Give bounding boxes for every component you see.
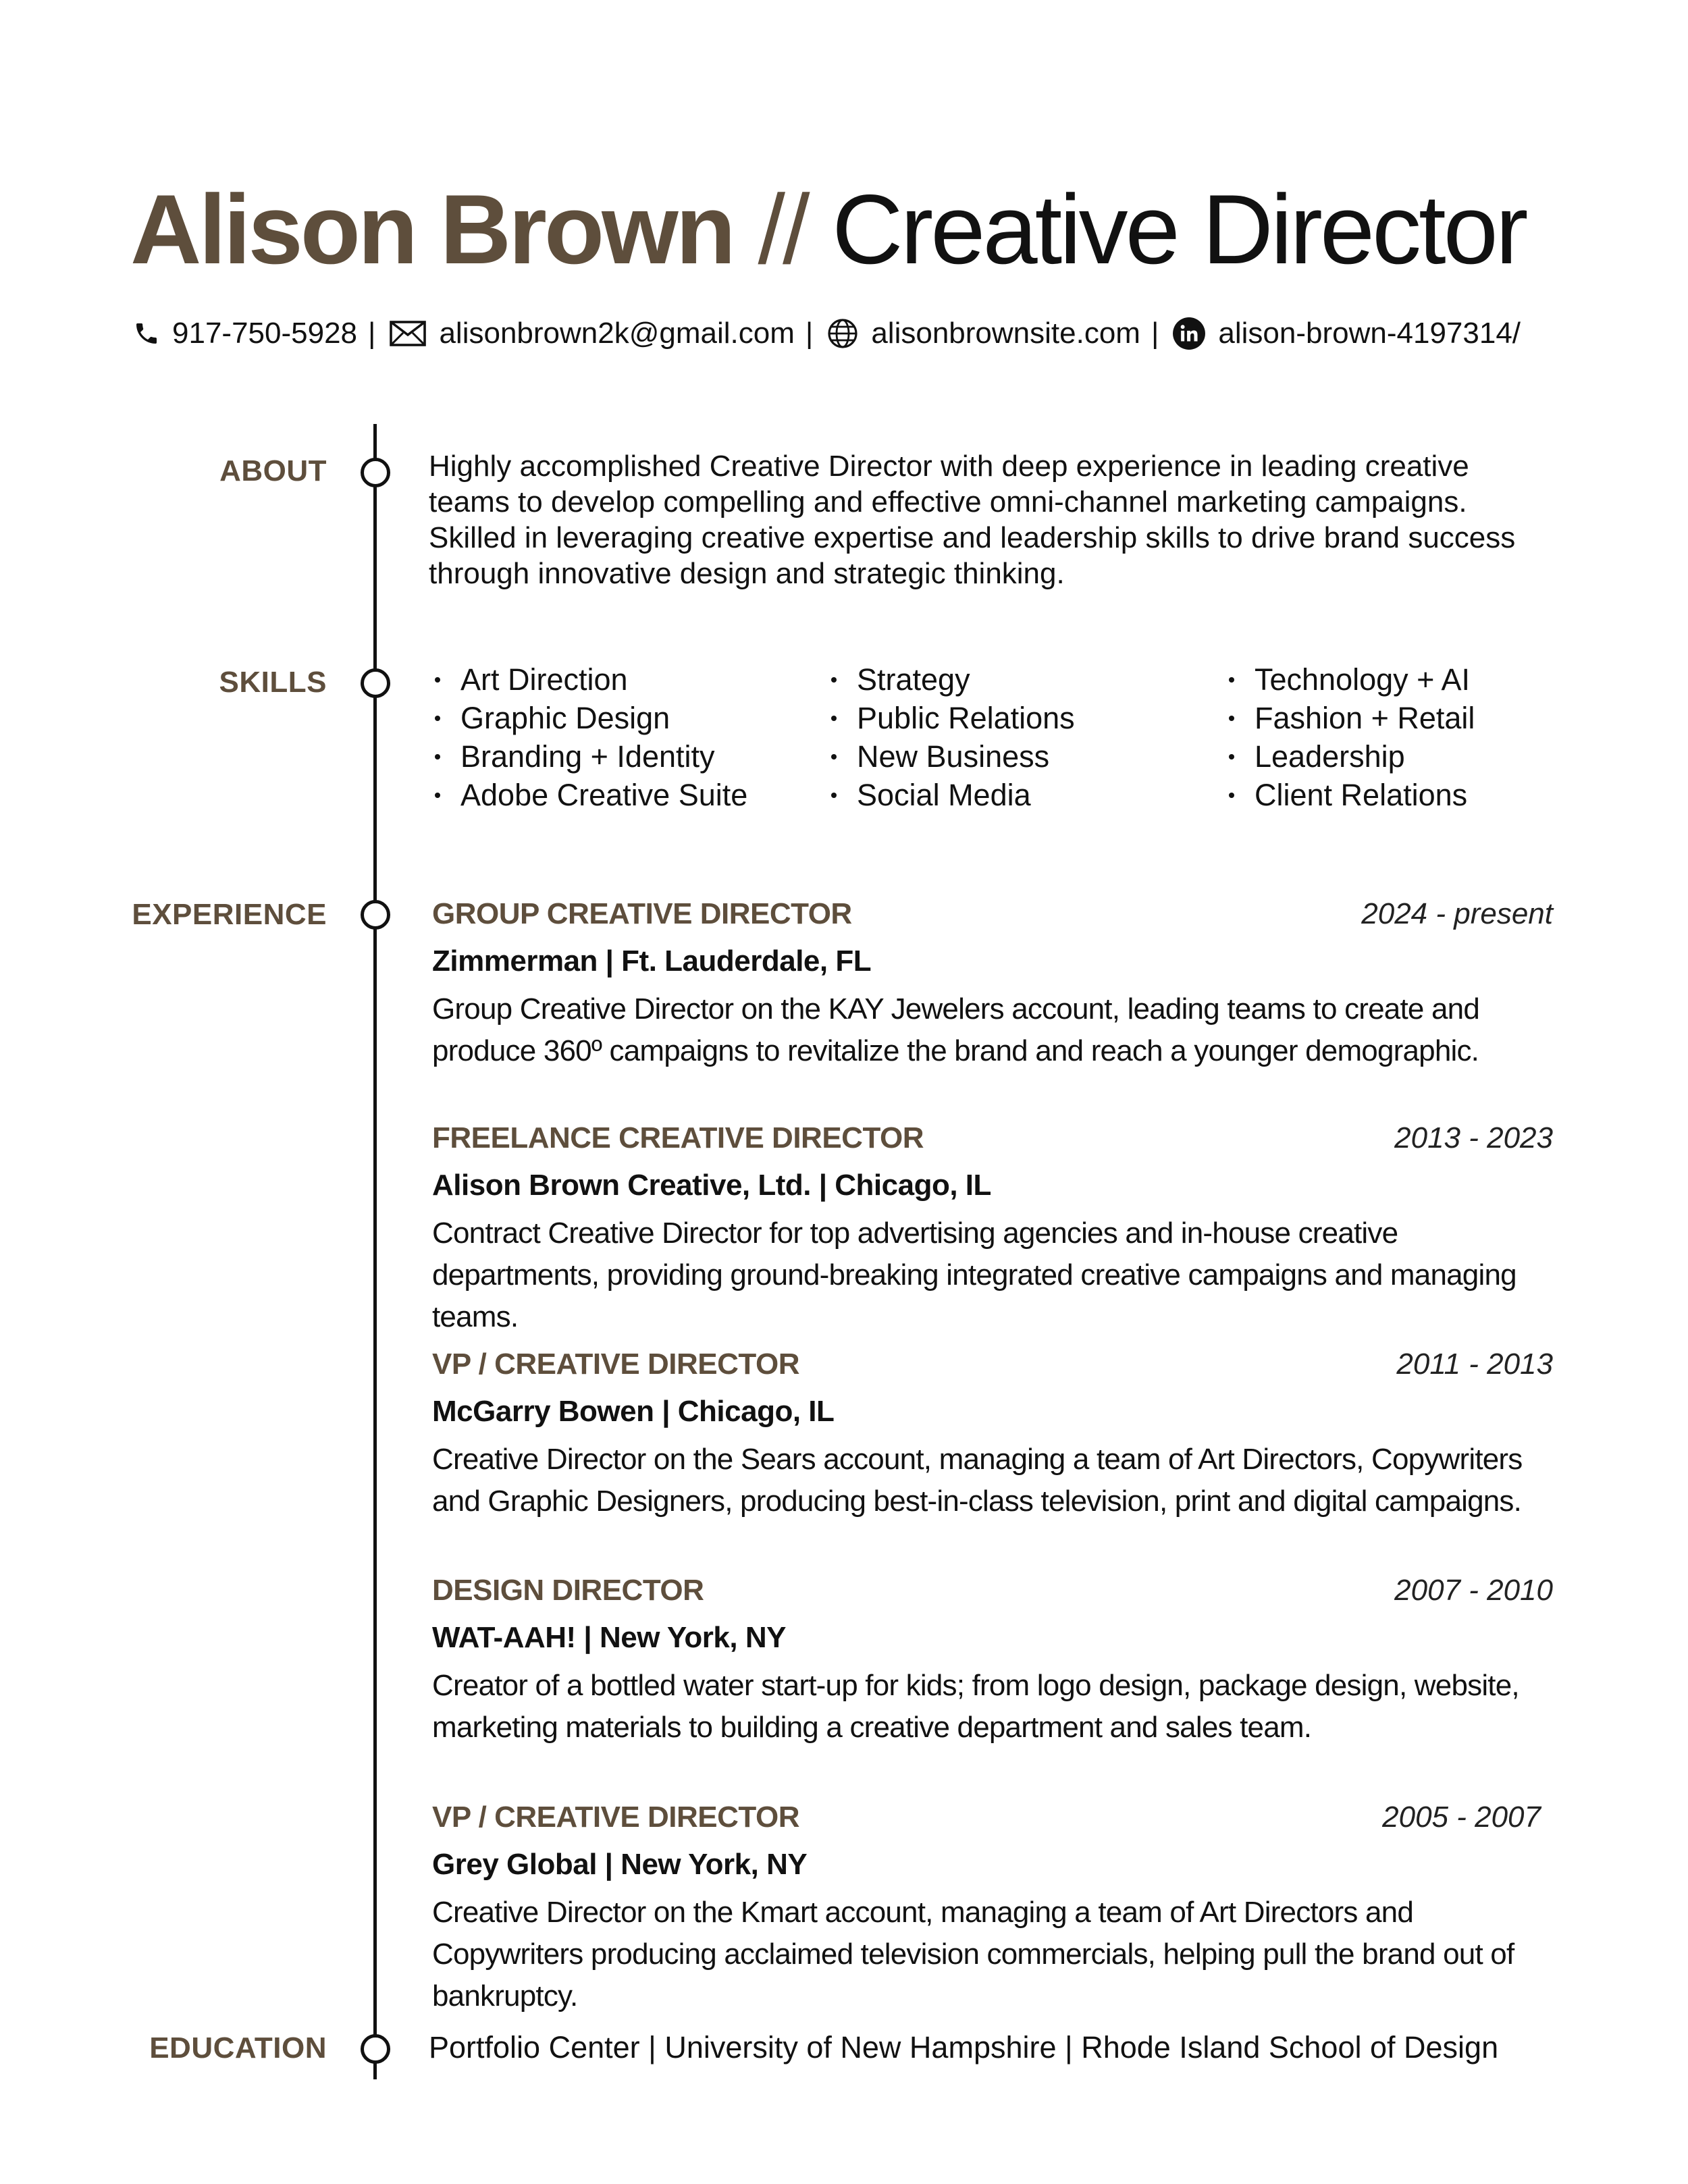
skill-item: Adobe Creative Suite [432, 776, 747, 814]
section-label-skills: SKILLS [219, 666, 327, 699]
job-dates: 2005 - 2007 [1382, 1801, 1541, 1834]
job-description: Contract Creative Director for top advertising agencies and in-house creative departments, providing ground-breaking integrated creative campaigns and managing teams. [432, 1217, 1516, 1333]
contact-divider: | [1151, 317, 1159, 350]
experience-entry [432, 1799, 1553, 2017]
section-label-experience: EXPERIENCE [132, 898, 327, 931]
skill-item: Fashion + Retail [1226, 699, 1475, 737]
skill-item: Strategy [828, 660, 1075, 699]
job-dates: 2011 - 2013 [1396, 1348, 1553, 1381]
contact-divider: | [805, 317, 814, 350]
skill-item: Public Relations [828, 699, 1075, 737]
job-description: Creator of a bottled water start-up for kids; from logo design, package design, website, marketing materials to building a creative department and sales team. [432, 1669, 1519, 1744]
experience-entry [432, 1572, 1553, 1749]
job-title: VP / CREATIVE DIRECTOR [432, 1801, 799, 1834]
email-text: alisonbrown2k@gmail.com [439, 317, 795, 350]
job-dates: 2013 - 2023 [1394, 1121, 1553, 1154]
skill-item: Technology + AI [1226, 660, 1475, 699]
job-dates: 2007 - 2010 [1394, 1574, 1553, 1607]
job-dates: 2024 - present [1361, 897, 1553, 930]
job-description: Group Creative Director on the KAY Jewelers account, leading teams to create and produce 360º campaigns to revitalize the brand and reach a younger demographic. [432, 992, 1480, 1067]
contact-row [133, 313, 1521, 354]
skill-item: Art Direction [432, 660, 747, 699]
job-title: DESIGN DIRECTOR [432, 1574, 704, 1607]
skill-item: Graphic Design [432, 699, 747, 737]
timeline-node-skills [361, 668, 390, 698]
skill-item: Client Relations [1226, 776, 1475, 814]
globe-icon [826, 317, 859, 350]
skills-column-2 [828, 660, 1075, 814]
skills-column-1 [432, 660, 747, 814]
job-company: WAT-AAH! | New York, NY [432, 1621, 786, 1654]
section-label-education: EDUCATION [149, 2031, 327, 2065]
timeline-node-about [361, 458, 390, 487]
linkedin-text: alison-brown-4197314/ [1218, 317, 1521, 350]
timeline-node-experience [361, 900, 390, 930]
candidate-name: Alison Brown [130, 174, 733, 284]
page-title [130, 169, 1525, 290]
contact-divider: | [368, 317, 376, 350]
skills-column-3 [1226, 660, 1475, 814]
job-title: FREELANCE CREATIVE DIRECTOR [432, 1121, 924, 1154]
contact-linkedin[interactable] [1172, 317, 1521, 350]
envelope-icon [389, 320, 427, 347]
job-description: Creative Director on the Sears account, managing a team of Art Directors, Copywriters and Graphic Designers, producing best-in-class television, print and digital campaigns. [432, 1443, 1523, 1518]
job-company: Zimmerman | Ft. Lauderdale, FL [432, 944, 872, 978]
section-label-about: ABOUT [219, 454, 327, 487]
job-company: McGarry Bowen | Chicago, IL [432, 1395, 835, 1428]
skill-item: Social Media [828, 776, 1075, 814]
website-text: alisonbrownsite.com [871, 317, 1140, 350]
skill-item: New Business [828, 737, 1075, 776]
linkedin-icon [1172, 317, 1206, 350]
job-company: Grey Global | New York, NY [432, 1848, 808, 1881]
timeline-node-education [361, 2034, 390, 2064]
experience-entry [432, 895, 1553, 1072]
about-paragraph: Highly accomplished Creative Director with deep experience in leading creative teams to develop compelling and effective omni-channel marketing campaigns. Skilled in leveraging creative expertise and leadership skills to drive brand success through innovative design and strategic thinking. [429, 450, 1516, 590]
phone-text: 917-750-5928 [172, 317, 358, 350]
skill-item: Branding + Identity [432, 737, 747, 776]
contact-phone[interactable] [133, 317, 357, 350]
contact-website[interactable] [826, 317, 1140, 350]
skill-item: Leadership [1226, 737, 1475, 776]
contact-email[interactable] [389, 317, 794, 350]
education-text: Portfolio Center | University of New Hampshire | Rhode Island School of Design [429, 2030, 1499, 2065]
experience-entry [432, 1346, 1553, 1522]
experience-entry [432, 1119, 1553, 1338]
phone-icon [133, 319, 160, 348]
job-title: GROUP CREATIVE DIRECTOR [432, 897, 852, 930]
job-description: Creative Director on the Kmart account, managing a team of Art Directors and Copywriters producing acclaimed television commercials, helping pull the brand out of bankruptcy. [432, 1896, 1514, 2013]
job-company: Alison Brown Creative, Ltd. | Chicago, IL [432, 1169, 991, 1202]
candidate-role: Creative Director [832, 174, 1526, 284]
title-separator: // [758, 174, 808, 284]
job-title: VP / CREATIVE DIRECTOR [432, 1348, 799, 1381]
